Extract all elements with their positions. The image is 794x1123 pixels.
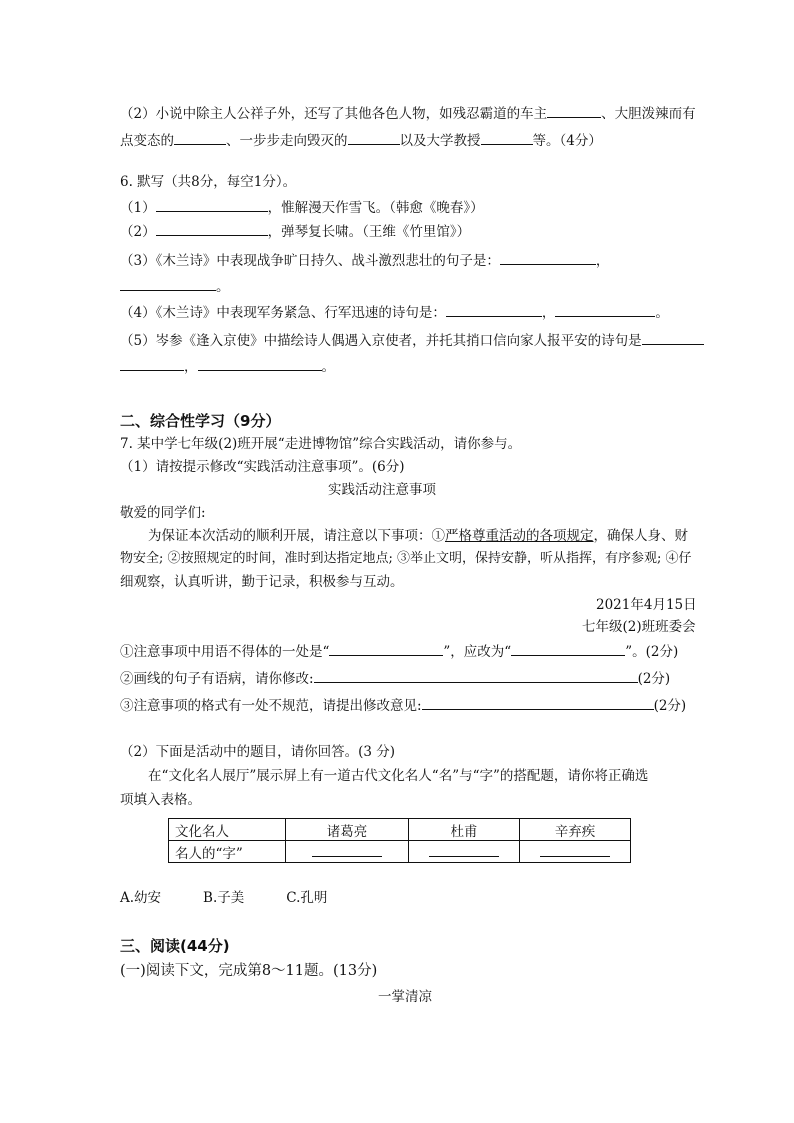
q6-item-2: （2） ，弹琴复长啸。（王维《竹里馆》）	[120, 221, 470, 242]
option-a: A.幼安	[120, 890, 162, 906]
section-2-heading: 二、综合性学习（9分）	[120, 412, 281, 430]
answer-blank[interactable]	[156, 197, 268, 212]
notice-signer: 七年级(2)班班委会	[582, 619, 696, 635]
notice-date: 2021年4月15日	[596, 597, 697, 613]
task-1: ①注意事项中用语不得体的一处是“ ”，应改为“ ”。(2分)	[120, 641, 678, 662]
option-b: B.子美	[203, 890, 245, 906]
notice-body-line3: 细观察，认真听讲，勤于记录，积极参与互动。	[120, 574, 404, 590]
answer-blank[interactable]	[198, 356, 322, 371]
q7-title: 7. 某中学七年级(2)班开展“走进博物馆”综合实践活动，请你参与。	[120, 436, 522, 452]
table-cell: 诸葛亮	[286, 819, 409, 841]
answer-blank[interactable]	[511, 641, 625, 656]
task-2: ②画线的句子有语病，请你修改: (2分)	[120, 668, 670, 689]
q6-item-1: （1） ，惟解漫天作雪飞。（韩愈《晚春》）	[120, 197, 484, 218]
reading-part-1: (一)阅读下文，完成第8～11题。(13分)	[120, 963, 378, 979]
q6-item-3: （3）《木兰诗》中表现战争旷日持久、战斗激烈悲壮的句子是： ，	[120, 250, 609, 271]
notice-title: 实践活动注意事项	[328, 482, 436, 498]
sub2-text-line2: 项填入表格。	[120, 792, 201, 808]
answer-blank[interactable]	[540, 842, 610, 857]
answer-blank[interactable]	[481, 130, 533, 145]
table-row	[169, 841, 631, 863]
sub2-text-line1: 在“文化名人展厅”展示屏上有一道古代文化名人“名”与“字”的搭配题，请你将正确选	[148, 768, 649, 784]
article-title: 一掌清凉	[378, 989, 432, 1005]
answer-blank[interactable]	[120, 356, 184, 371]
section-3-heading: 三、阅读(44分)	[120, 937, 230, 955]
answer-blank[interactable]	[312, 842, 382, 857]
q7-sub1: （1）请按提示修改“实践活动注意事项”。(6分)	[120, 459, 405, 475]
answer-blank[interactable]	[329, 641, 443, 656]
q6-item-5-cont: ， 。	[120, 356, 335, 377]
answer-blank[interactable]	[429, 842, 499, 857]
answer-blank[interactable]	[555, 302, 655, 317]
underlined-sentence: 严格尊重活动的各项规定	[445, 528, 594, 544]
answer-blank[interactable]	[174, 130, 226, 145]
option-c: C.孔明	[286, 890, 328, 906]
answer-blank[interactable]	[348, 130, 400, 145]
answer-blank[interactable]	[500, 250, 596, 265]
q7-sub2: （2）下面是活动中的题目，请你回答。(3 分)	[120, 744, 396, 760]
answer-blank[interactable]	[422, 695, 654, 710]
answer-blank[interactable]	[446, 302, 542, 317]
table-cell[interactable]	[409, 841, 520, 863]
notice-greeting: 敬爱的同学们:	[120, 505, 206, 521]
options-row	[120, 888, 327, 908]
q6-item-5: （5）岑参《逢入京使》中描绘诗人偶遇入京使者，并托其捎口信向家人报平安的诗句是	[120, 330, 704, 351]
answer-blank[interactable]	[314, 668, 638, 683]
table-cell: 名人的“字”	[169, 841, 286, 863]
answer-blank[interactable]	[547, 103, 601, 118]
answer-blank[interactable]	[642, 330, 704, 345]
q6-title: 6. 默写（共8分，每空1分）。	[120, 174, 297, 190]
answer-blank[interactable]	[120, 276, 216, 291]
q6-item-3-cont: 。	[120, 276, 230, 297]
table-cell[interactable]	[286, 841, 409, 863]
notice-body-line1: 为保证本次活动的顺利开展，请注意以下事项：①严格尊重活动的各项规定，确保人身、财	[148, 528, 688, 544]
table-row	[169, 819, 631, 841]
notice-body-line2: 物安全; ②按照规定的时间，准时到达指定地点; ③举止文明，保持安静，听从指挥，有序参观; ④仔	[120, 551, 692, 566]
task-3: ③注意事项的格式有一处不规范，请提出修改意见: (2分)	[120, 695, 686, 716]
table-cell: 辛弃疾	[520, 819, 631, 841]
answer-blank[interactable]	[156, 221, 268, 236]
table-cell: 杜甫	[409, 819, 520, 841]
table-cell[interactable]	[520, 841, 631, 863]
name-courtesy-table	[168, 818, 631, 863]
q6-item-4: （4）《木兰诗》中表现军务紧急、行军迅速的诗句是： ， 。	[120, 302, 669, 323]
q5-2-line1: （2）小说中除主人公祥子外，还写了其他各色人物，如残忍霸道的车主 、大胆泼辣而有	[120, 103, 696, 124]
table-cell: 文化名人	[169, 819, 286, 841]
q5-2-line2: 点变态的 、一步步走向毁灭的 以及大学教授 等。（4分）	[120, 130, 602, 151]
